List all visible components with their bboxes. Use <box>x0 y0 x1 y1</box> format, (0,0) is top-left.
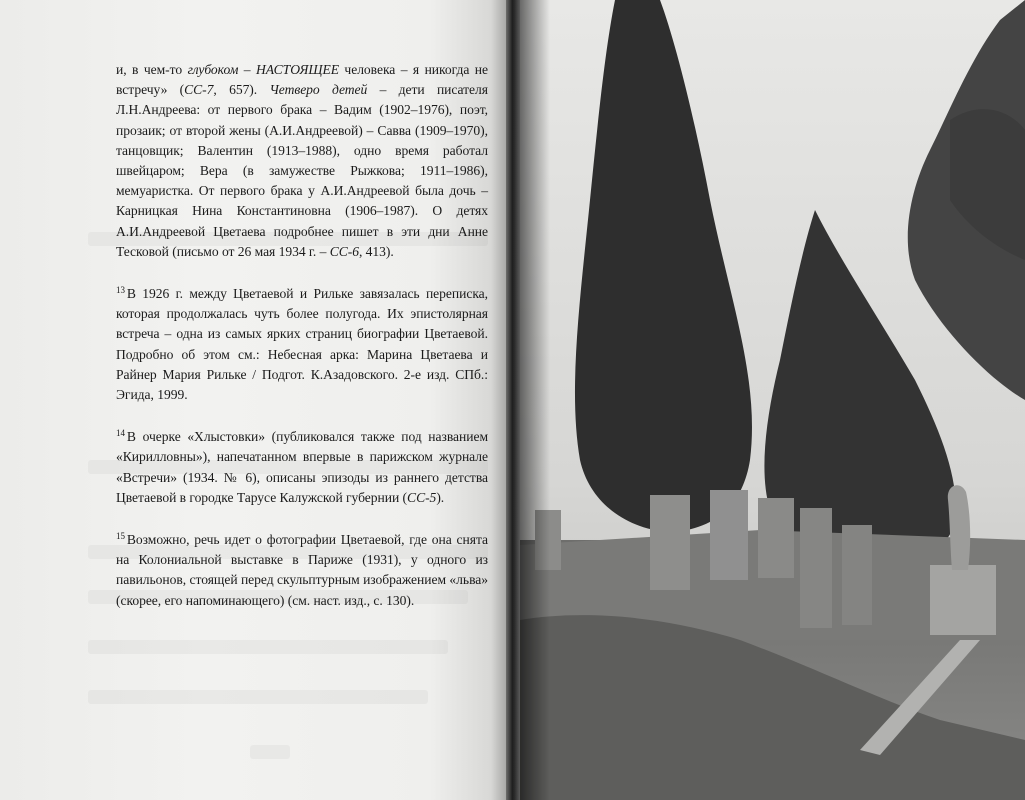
italic-text: глубоком <box>187 62 239 77</box>
statue-pedestal <box>930 565 996 635</box>
footnote-number: 14 <box>116 428 125 439</box>
footnote <box>116 60 488 262</box>
wall-pillar <box>758 498 794 578</box>
wall-pillar <box>842 525 872 625</box>
italic-text: Четверо детей <box>269 82 368 98</box>
footnote-text: В очерке «Хлыстовки» (публиковался также под названием «Кирилловны»), напечатанном впервые в парижском журнале «Встречи» (1934. № 6), описаны эпизоды из раннего детства Цветаевой в городке Тарусе Калужской губернии ( <box>116 429 488 505</box>
footnote-text: , 657). <box>213 82 270 98</box>
left-page <box>0 0 506 800</box>
book-gutter <box>506 0 520 800</box>
footnotes-text <box>116 60 488 629</box>
page-shadow <box>520 0 550 800</box>
footnote-text: В 1926 г. между Цветаевой и Рильке завязалась переписка, которая продолжалась чуть более полугода. Их эпистолярная встреча – одна из самых ярких страниц биографии Цветаевой. Подробно об этом см.: Небесная арка: Марина Цветаева и Райнер Мария Рильке / Подгот. К.Азадовского. 2-е изд. СПб.: Эгида, 1999. <box>116 286 488 403</box>
footnote-text: , 413). <box>358 243 394 259</box>
right-page <box>520 0 1025 800</box>
italic-text: СС-5 <box>407 489 437 505</box>
footnote-number: 13 <box>116 285 125 296</box>
bleed-through-page-number <box>250 745 290 759</box>
footnote-text: человека – я никогда не встречу» ( <box>116 62 488 98</box>
bleed-through-line <box>88 640 448 654</box>
italic-text: СС-6 <box>329 243 359 259</box>
footnote <box>116 280 488 405</box>
footnote-text: – <box>238 62 256 77</box>
wall-pillar <box>710 490 748 580</box>
footnote-text: и, в чем-то <box>116 62 188 77</box>
wall-pillar <box>800 508 832 628</box>
bleed-through-line <box>88 690 428 704</box>
footnote-number: 15 <box>116 531 125 542</box>
italic-text: НАСТОЯЩЕЕ <box>255 62 339 77</box>
cypress-cemetery-photo <box>520 0 1025 800</box>
italic-text: СС-7 <box>184 82 214 98</box>
footnote-text: – дети писателя Л.Н.Андреева: от первого брака – Вадим (1902–1976), поэт, прозаик; от второй жены (А.И.Андреевой) – Савва (1909–1970), танцовщик; Валентин (1913–1988), одно время работал швейцаром; Вера (в замужестве Рыжкова; 1911–1986), мемуаристка. От первого брака у А.И.Андреевой была дочь – Карницкая Нина Константиновна (1906–1987). О детях А.И.Андреевой Цветаева подробнее пишет в эти дни Анне Тесковой (письмо от 26 мая 1934 г. – <box>116 82 488 259</box>
footnote-text: Возможно, речь идет о фотографии Цветаевой, где она снята на Колониальной выставке в Париже (1931), у одного из павильонов, стоящей перед скульптурным изображением «льва» (скорее, его напоминающего) (см. наст. изд., с. 130). <box>116 532 488 608</box>
footnote <box>116 423 488 508</box>
wall-pillar <box>650 495 690 590</box>
statue <box>948 485 970 570</box>
footnote <box>116 526 488 611</box>
footnote-text: ). <box>436 489 445 505</box>
